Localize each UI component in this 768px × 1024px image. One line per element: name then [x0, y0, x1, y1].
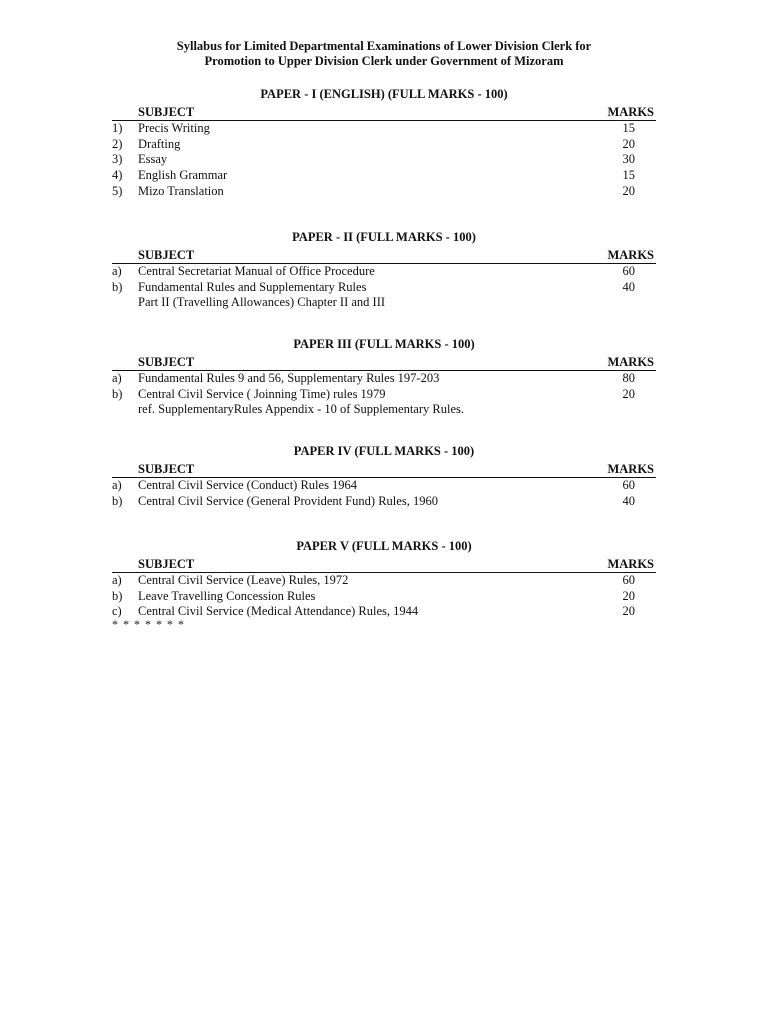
marks-column-header: MARKS: [607, 105, 654, 119]
subject-row: [112, 573, 656, 589]
marks-value: 20: [622, 183, 635, 198]
subject-line: Central Civil Service (Conduct) Rules 1964: [138, 478, 358, 492]
item-number: 1): [112, 121, 123, 135]
item-number: a): [112, 371, 122, 385]
document-title: [0, 39, 768, 69]
title-line-2: Promotion to Upper Division Clerk under Government of Mizoram: [204, 54, 564, 68]
marks-value: 60: [622, 573, 635, 587]
subject-line: ref. SupplementaryRules Appendix - 10 of Supplementary Rules.: [138, 402, 464, 417]
item-number: 3): [112, 152, 123, 167]
subject-line: English Grammar: [138, 168, 228, 183]
subject-row: [112, 184, 656, 200]
subject-row: [112, 137, 656, 153]
item-number: b): [112, 493, 123, 508]
subject-name: [138, 371, 576, 387]
title-line-1: Syllabus for Limited Departmental Examinations of Lower Division Clerk for: [176, 39, 592, 53]
subject-name: [138, 137, 576, 153]
marks-value: 20: [622, 136, 635, 151]
subject-line: Mizo Translation: [138, 183, 224, 198]
end-marker: * * * * * * *: [112, 617, 185, 631]
marks-value: 20: [622, 588, 635, 603]
subject-name: [138, 589, 576, 605]
paper-5: [112, 538, 656, 620]
subject-name: [138, 184, 576, 200]
subject-row: [112, 589, 656, 605]
subject-line: Essay: [138, 152, 168, 167]
marks-value: 80: [622, 371, 635, 385]
marks-value: 40: [622, 493, 635, 508]
subject-line: Central Civil Service ( Joinning Time) rules 1979: [138, 386, 386, 401]
subject-line: Central Secretariat Manual of Office Procedure: [138, 264, 375, 278]
subject-name: [138, 121, 576, 137]
item-number: c): [112, 604, 122, 619]
marks-value: 15: [622, 168, 635, 183]
subject-line: Drafting: [138, 136, 181, 151]
subject-name: [138, 604, 576, 620]
paper-heading: PAPER V (FULL MARKS - 100): [296, 539, 472, 553]
marks-value: 60: [622, 264, 635, 278]
item-number: b): [112, 279, 123, 294]
subject-column-header: SUBJECT: [138, 557, 195, 571]
marks-value: 40: [622, 279, 635, 294]
table-header: [112, 462, 656, 478]
subject-row: [112, 280, 656, 311]
subject-name: [138, 387, 576, 418]
marks-column-header: MARKS: [607, 248, 654, 262]
subject-row: [112, 168, 656, 184]
subject-name: [138, 168, 576, 184]
subject-column-header: SUBJECT: [138, 355, 195, 369]
subject-row: [112, 478, 656, 494]
subject-line: Fundamental Rules and Supplementary Rules: [138, 279, 367, 294]
subject-row: [112, 604, 656, 620]
table-header: [112, 355, 656, 371]
paper-heading: PAPER IV (FULL MARKS - 100): [293, 444, 475, 458]
paper-4: [112, 443, 656, 509]
table-header: [112, 248, 656, 264]
table-header: [112, 557, 656, 573]
subject-line: Leave Travelling Concession Rules: [138, 588, 316, 603]
subject-row: [112, 387, 656, 418]
paper-heading: PAPER - II (FULL MARKS - 100): [292, 230, 476, 244]
marks-column-header: MARKS: [607, 462, 654, 476]
subject-name: [138, 280, 576, 311]
subject-line: Central Civil Service (Leave) Rules, 1972: [138, 573, 349, 587]
item-number: a): [112, 264, 122, 278]
table-header: [112, 105, 656, 121]
subject-line: Precis Writing: [138, 121, 210, 135]
subject-name: [138, 494, 576, 510]
marks-value: 20: [622, 386, 635, 401]
subject-line: Part II (Travelling Allowances) Chapter II and III: [138, 295, 386, 310]
subject-row: [112, 494, 656, 510]
subject-line: Fundamental Rules 9 and 56, Supplementary Rules 197-203: [138, 371, 440, 385]
subject-column-header: SUBJECT: [138, 105, 195, 119]
subject-line: Central Civil Service (Medical Attendance) Rules, 1944: [138, 604, 419, 619]
marks-value: 60: [622, 478, 635, 492]
item-number: b): [112, 386, 123, 401]
item-number: a): [112, 573, 122, 587]
marks-value: 20: [622, 604, 635, 619]
item-number: a): [112, 478, 122, 492]
item-number: 5): [112, 183, 123, 198]
item-number: 2): [112, 136, 123, 151]
subject-name: [138, 573, 576, 589]
subject-row: [112, 121, 656, 137]
subject-row: [112, 264, 656, 280]
paper-3: [112, 336, 656, 418]
subject-row: [112, 371, 656, 387]
subject-name: [138, 264, 576, 280]
marks-column-header: MARKS: [607, 355, 654, 369]
subject-row: [112, 152, 656, 168]
marks-value: 15: [622, 121, 635, 135]
marks-column-header: MARKS: [607, 557, 654, 571]
subject-column-header: SUBJECT: [138, 462, 195, 476]
subject-line: Central Civil Service (General Provident Fund) Rules, 1960: [138, 493, 438, 508]
marks-value: 30: [622, 152, 635, 167]
item-number: b): [112, 588, 123, 603]
paper-heading: PAPER - I (ENGLISH) (FULL MARKS - 100): [260, 87, 508, 101]
paper-2: [112, 229, 656, 311]
subject-name: [138, 478, 576, 494]
subject-name: [138, 152, 576, 168]
paper-1: [112, 86, 656, 200]
item-number: 4): [112, 168, 123, 183]
subject-column-header: SUBJECT: [138, 248, 195, 262]
paper-heading: PAPER III (FULL MARKS - 100): [293, 337, 475, 351]
